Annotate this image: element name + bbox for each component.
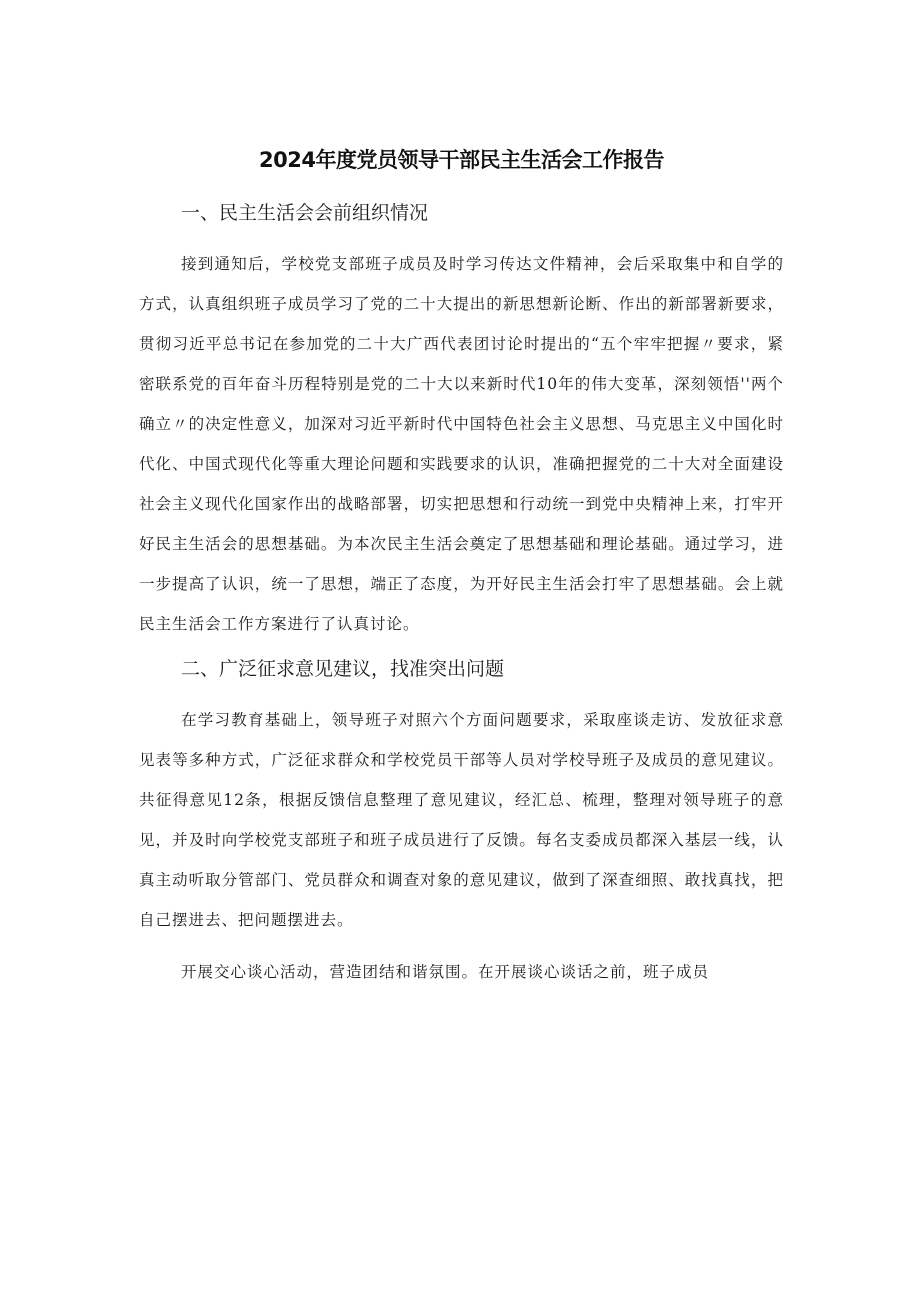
document-title: 2024年度党员领导干部民主生活会工作报告: [259, 148, 664, 172]
section-2-paragraph-2: 开展交心谈心活动，营造团结和谐氛围。在开展谈心谈话之前，班子成员: [181, 963, 710, 981]
document-body: [139, 132, 784, 992]
section-1-paragraph-1: 接到通知后，学校党支部班子成员及时学习传达文件精神，会后采取集中和自学的方式，认真组织班子成员学习了党的二十大提出的新思想新论断、作出的新部署新要求，贯彻习近平总书记在参加党的二十大广西代表团讨论时提出的“五个牢牢把握〃要求，紧密联系党的百年奋斗历程特别是党的二十大以来新时代10年的伟大变革，深刻领悟''两个确立〃的决定性意义，加深对习近平新时代中国特色社会主义思想、马克思主义中国化时代化、中国式现代化等重大理论问题和实践要求的认识，准确把握党的二十大对全面建设社会主义现代化国家作出的战略部署，切实把思想和行动统一到党中央精神上来，打牢开好民主生活会的思想基础。为本次民主生活会奠定了思想基础和理论基础。通过学习，进一步提高了认识，统一了思想，端正了态度，为开好民主生活会打牢了思想基础。会上就民主生活会工作方案进行了认真讨论。: [139, 255, 784, 633]
section-heading-1: 一、民主生活会会前组织情况: [181, 202, 429, 224]
spacer: [139, 940, 784, 952]
section-heading-2: 二、广泛征求意见建议，找准突出问题: [181, 658, 505, 680]
section-2-paragraph-1: 在学习教育基础上，领导班子对照六个方面问题要求，采取座谈走访、发放征求意见表等多种方式，广泛征求群众和学校党员干部等人员对学校导班子及成员的意见建议。共征得意见12条，根据反馈信息整理了意见建议，经汇总、梳理，整理对领导班子的意见，并及时向学校党支部班子和班子成员进行了反馈。每名支委成员都深入基层一线，认真主动听取分管部门、党员群众和调查对象的意见建议，做到了深查细照、敢找真找，把自己摆进去、把问题摆进去。: [139, 711, 784, 929]
